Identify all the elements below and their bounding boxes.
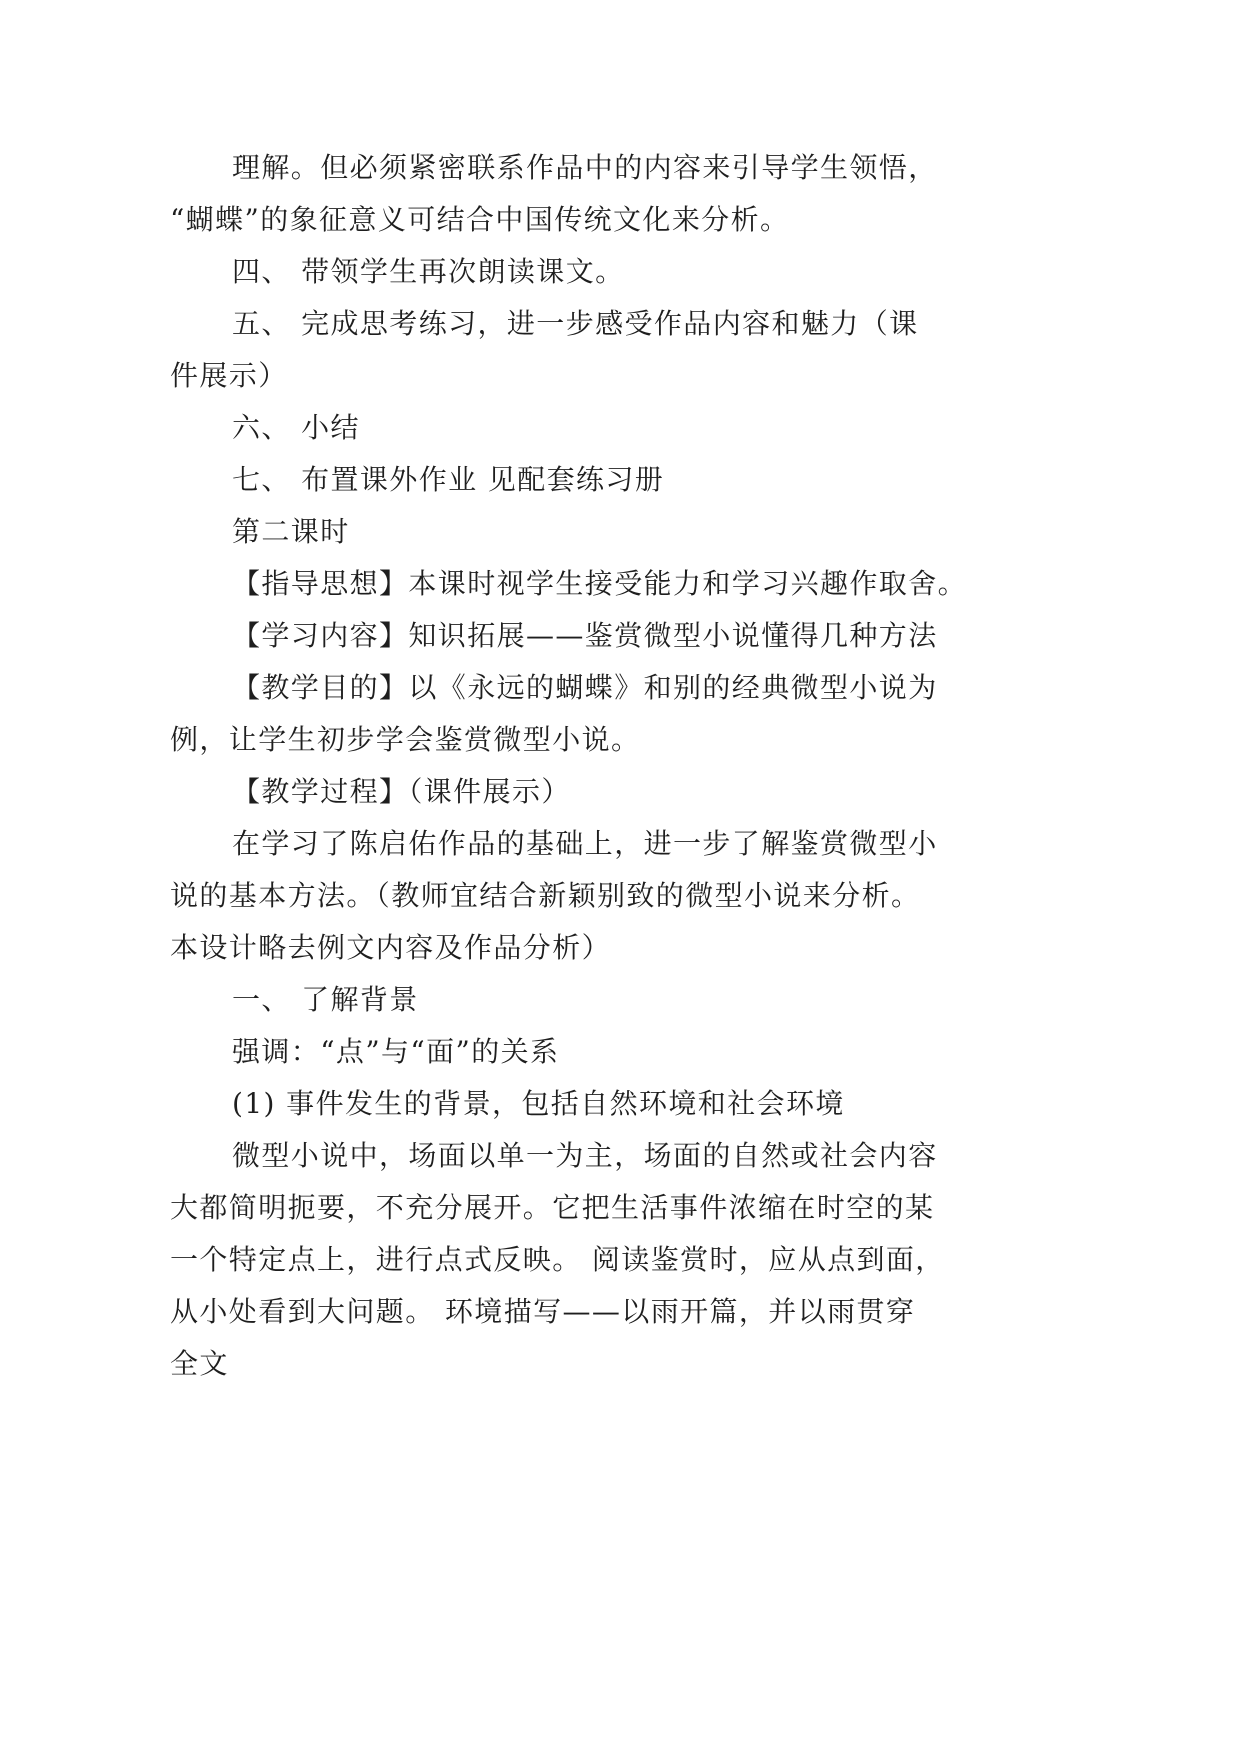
list-item (170, 454, 990, 506)
text-line: 第二课时 (232, 515, 350, 548)
text-line: 本设计略去例文内容及作品分析） (170, 931, 612, 964)
text-line: 全文 (170, 1347, 229, 1380)
paragraph (170, 1130, 990, 1390)
list-item (170, 974, 990, 1026)
list-item (170, 246, 990, 298)
paragraph (170, 142, 990, 246)
text-line: 从小处看到大问题。 环境描写——以雨开篇，并以雨贯穿 (170, 1295, 916, 1328)
paragraph (170, 610, 990, 662)
paragraph (170, 766, 990, 818)
text-line: 【学习内容】知识拓展——鉴赏微型小说懂得几种方法 (232, 619, 938, 652)
text-line: 说的基本方法。（教师宜结合新颖别致的微型小说来分析。 (170, 879, 921, 912)
paragraph (170, 818, 990, 974)
text-line: 微型小说中，场面以单一为主，场面的自然或社会内容 (232, 1139, 938, 1172)
text-line: 六、 小结 (232, 411, 360, 444)
text-line: 大都简明扼要，不充分展开。它把生活事件浓缩在时空的某 (170, 1191, 935, 1224)
list-item (170, 1078, 990, 1130)
text-line: 强调：“点”与“面”的关系 (232, 1035, 560, 1068)
paragraph (170, 558, 990, 610)
body-text (170, 142, 990, 1390)
text-line: 例，让学生初步学会鉴赏微型小说。 (170, 723, 641, 756)
text-line: 【指导思想】本课时视学生接受能力和学习兴趣作取舍。 (232, 567, 968, 600)
list-item (170, 402, 990, 454)
text-line: 理解。但必须紧密联系作品中的内容来引导学生领悟， (232, 151, 938, 184)
list-item (170, 298, 990, 402)
text-line: 【教学过程】（课件展示） (232, 775, 571, 808)
text-line: 在学习了陈启佑作品的基础上，进一步了解鉴赏微型小 (232, 827, 938, 860)
text-line: 七、 布置课外作业 见配套练习册 (232, 463, 665, 496)
text-line: 件展示） (170, 359, 288, 392)
text-line: “蝴蝶”的象征意义可结合中国传统文化来分析。 (170, 203, 790, 236)
text-line: 五、 完成思考练习，进一步感受作品内容和魅力（课 (232, 307, 919, 340)
paragraph (170, 1026, 990, 1078)
text-line: 【教学目的】以《永远的蝴蝶》和别的经典微型小说为 (232, 671, 938, 704)
section-heading (170, 506, 990, 558)
text-line: 一个特定点上，进行点式反映。 阅读鉴赏时，应从点到面， (170, 1243, 945, 1276)
paragraph (170, 662, 990, 766)
text-line: (1) 事件发生的背景，包括自然环境和社会环境 (232, 1087, 845, 1120)
text-line: 一、 了解背景 (232, 983, 419, 1016)
text-line: 四、 带领学生再次朗读课文。 (232, 255, 625, 288)
